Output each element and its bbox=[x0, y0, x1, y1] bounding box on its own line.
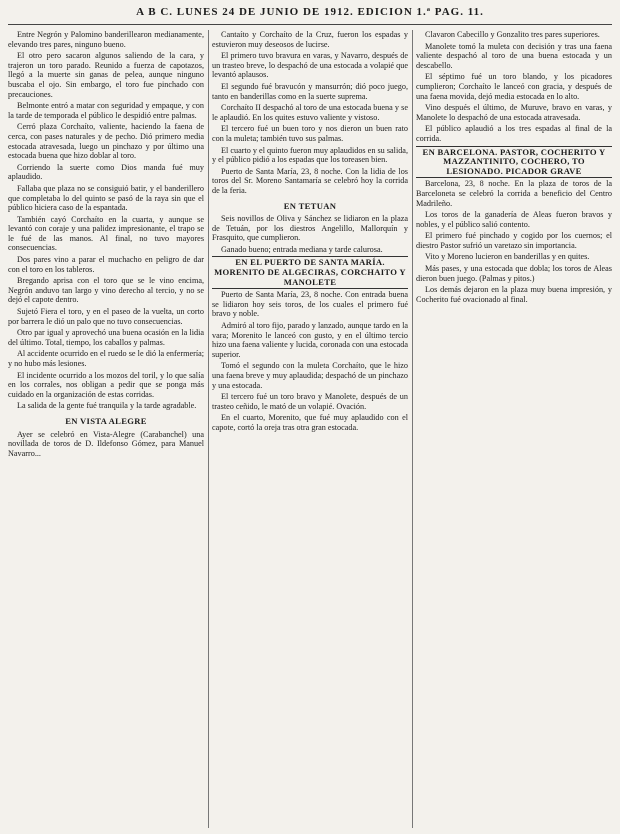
article-paragraph: Belmonte entró a matar con seguridad y empaque, y con la tarde de temporada el público le despidió entre palmas. bbox=[8, 101, 204, 120]
article-paragraph: Bregando aprisa con el toro que se le vino encima, Negrón anduvo tan largo y vino derecho al tercio, y no se dejó el capote dentro. bbox=[8, 276, 204, 305]
article-paragraph: Los demás dejaron en la plaza muy buena impresión, y Cocherito fué ovacionado al final. bbox=[416, 285, 612, 304]
section-heading: EN BARCELONA. PASTOR, COCHERITO Y MAZZANTINITO, COCHERO, TO LESIONADO. PICADOR GRAVE bbox=[416, 146, 612, 179]
section-heading: EN EL PUERTO DE SANTA MARÍA. MORENITO DE ALGECIRAS, CORCHAITO Y MANOLETE bbox=[212, 256, 408, 289]
article-paragraph: Corriendo la suerte como Dios manda fué muy aplaudido. bbox=[8, 162, 204, 182]
article-paragraph: Cantaíto y Corchaíto de la Cruz, fueron los espadas y estuvieron muy deseosos de lucirse. bbox=[212, 30, 408, 49]
column-2 bbox=[212, 30, 408, 828]
article-paragraph: Seis novillos de Oliva y Sánchez se lidiaron en la plaza de Tetuán, por los diestros Angelillo, Mallorquín y Frasquito, que cumplieron. bbox=[212, 214, 408, 243]
article-paragraph: Puerto de Santa María, 23, 8 noche. Con entrada buena se lidiaron hoy seis toros, de los cuales el primero fué bravo y noble. bbox=[212, 290, 408, 319]
article-paragraph: Ayer se celebró en Vista-Alegre (Carabanchel) una novillada de toros de D. Ildefonso Gómez, para Manuel Navarro... bbox=[8, 429, 204, 458]
article-paragraph: El otro pero sacaron algunos saliendo de la cara, y trajeron un toro parado. Reunido a fuerza de capotazos, llegó a la muerte sin ganas de pelea, aunque ninguno buscaba el ojo. Sin embargo, el toro fue pinchado con precauciones. bbox=[8, 51, 204, 99]
page-header: A B C. LUNES 24 DE JUNIO DE 1912. EDICION 1.ª PAG. 11. bbox=[136, 6, 484, 18]
article-paragraph: Cerró plaza Corchaíto, valiente, haciendo la faena de cerca, con pases naturales y de pecho. Dió primero media estocada atravesada, luego un pinchazo y por último una estocada buena que hizo doblar al toro. bbox=[8, 122, 204, 161]
article-paragraph: Los toros de la ganadería de Aleas fueron bravos y nobles, y el público salió contento. bbox=[416, 210, 612, 229]
article-paragraph: Entre Negrón y Palomino banderillearon medianamente, elevando tres pares, ninguno bueno. bbox=[8, 30, 204, 49]
article-paragraph: Al accidente ocurrido en el ruedo se le dió la enfermería; y no hubo más lesiones. bbox=[8, 349, 204, 368]
article-paragraph: El cuarto y el quinto fueron muy aplaudidos en su salida, y el público pidió a los espadas que los toreasen bien. bbox=[212, 145, 408, 165]
article-paragraph: El tercero fué un toro bravo y Manolete, después de un trasteo ceñido, le mató de un volapié. Ovación. bbox=[212, 392, 408, 411]
article-paragraph: Manolete tomó la muleta con decisión y tras una faena valiente despachó al toro de una buena estocada y un descabello. bbox=[416, 41, 612, 70]
section-heading: EN VISTA ALEGRE bbox=[65, 415, 147, 426]
article-paragraph: Admiró al toro fijo, parado y lanzado, aunque tardo en la vara; Morenito le lanceó con gusto, y en el último tercio hizo una faena valiente y lucida, coronada con una estocada superior. bbox=[212, 321, 408, 359]
article-paragraph: El segundo fué bravucón y mansurrón; dió poco juego, tanto en banderillas como en la suerte suprema. bbox=[212, 81, 408, 101]
article-paragraph: Tomó el segundo con la muleta Corchaíto, que le hizo una faena breve y muy aplaudida; despachó de un pinchazo y una estocada. bbox=[212, 361, 408, 390]
article-paragraph: El incidente ocurrido a los mozos del toril, y lo que salía en los corrales, nos obligan a pedir que se ponga más cuidado en la organización de estas corridas. bbox=[8, 370, 204, 399]
column-divider bbox=[412, 30, 413, 828]
article-paragraph: Corchaíto II despachó al toro de una estocada buena y se le aplaudió. En los quites estuvo valiente y vistoso. bbox=[212, 103, 408, 122]
article-paragraph: Ganado bueno; entrada mediana y tarde calurosa. bbox=[221, 244, 383, 254]
article-paragraph: Clavaron Cabecillo y Gonzalito tres pares superiores. bbox=[425, 30, 600, 39]
article-paragraph: Vino después el último, de Muruve, bravo en varas, y Manolete lo despachó de una estocada atravesada. bbox=[416, 103, 612, 122]
column-1 bbox=[8, 30, 204, 828]
article-paragraph: Dos pares vino a parar el muchacho en peligro de dar con el toro en los tableros. bbox=[8, 255, 204, 274]
article-paragraph: El séptimo fué un toro blando, y los picadores cumplieron; Corchaíto le lanceó con gracia, y después de una faena movida, dejó media estocada en lo alto. bbox=[416, 72, 612, 101]
section-heading: EN TETUAN bbox=[283, 200, 337, 211]
article-paragraph: Puerto de Santa María, 23, 8 noche. Con la lidia de los toros del Sr. Moreno Santamaría se celebró hoy la corrida de la feria. bbox=[212, 166, 408, 195]
article-paragraph: La salida de la gente fué tranquila y la tarde agradable. bbox=[17, 401, 197, 411]
article-paragraph: Vito y Moreno lucieron en banderillas y en quites. bbox=[425, 252, 590, 262]
article-paragraph: Sujetó Fiera el toro, y en el paseo de la vuelta, un corto por barrera le dió un palo que no tuvo consecuencias. bbox=[8, 307, 204, 326]
article-paragraph: El primero tuvo bravura en varas, y Navarro, después de un trasteo breve, lo despachó de una estocada a volapié que levantó aplausos. bbox=[212, 51, 408, 80]
article-paragraph: El público aplaudió a los tres espadas al final de la corrida. bbox=[416, 124, 612, 143]
article-paragraph: En el cuarto, Morenito, que fué muy aplaudido con el capote, cortó la oreja tras otra gran estocada. bbox=[212, 413, 408, 432]
article-paragraph: Otro par igual y aprovechó una buena ocasión en la lidia del último. Total, tiempo, los caballos y palmas. bbox=[8, 328, 204, 347]
article-paragraph: También cayó Corchaíto en la cuarta, y aunque se levantó con coraje y una palidez impresionante, el trapo se le fué de las manos. Al final, no tuvo mayores consecuencias. bbox=[8, 214, 204, 253]
article-paragraph: El primero fué pinchado y cogido por los cuernos; el diestro Pastor sufrió un varetazo sin importancia. bbox=[416, 231, 612, 250]
article-paragraph: Más pases, y una estocada que dobla; los toros de Aleas dieron buen juego. (Palmas y pitos.) bbox=[416, 264, 612, 283]
header-rule bbox=[8, 24, 612, 25]
article-paragraph: Barcelona, 23, 8 noche. En la plaza de toros de la Barceloneta se celebró la corrida a beneficio del Centro Madrileño. bbox=[416, 179, 612, 208]
article-paragraph: El tercero fué un buen toro y nos dieron un buen rato con la muleta; también tuvo sus palmas. bbox=[212, 124, 408, 143]
column-3 bbox=[416, 30, 612, 828]
article-paragraph: Fallaba que plaza no se consiguió batir, y el banderillero que completaba lo del quinto se pasó de la raya sin que el público hiciera caso de la espantada. bbox=[8, 183, 204, 213]
column-divider bbox=[208, 30, 209, 828]
